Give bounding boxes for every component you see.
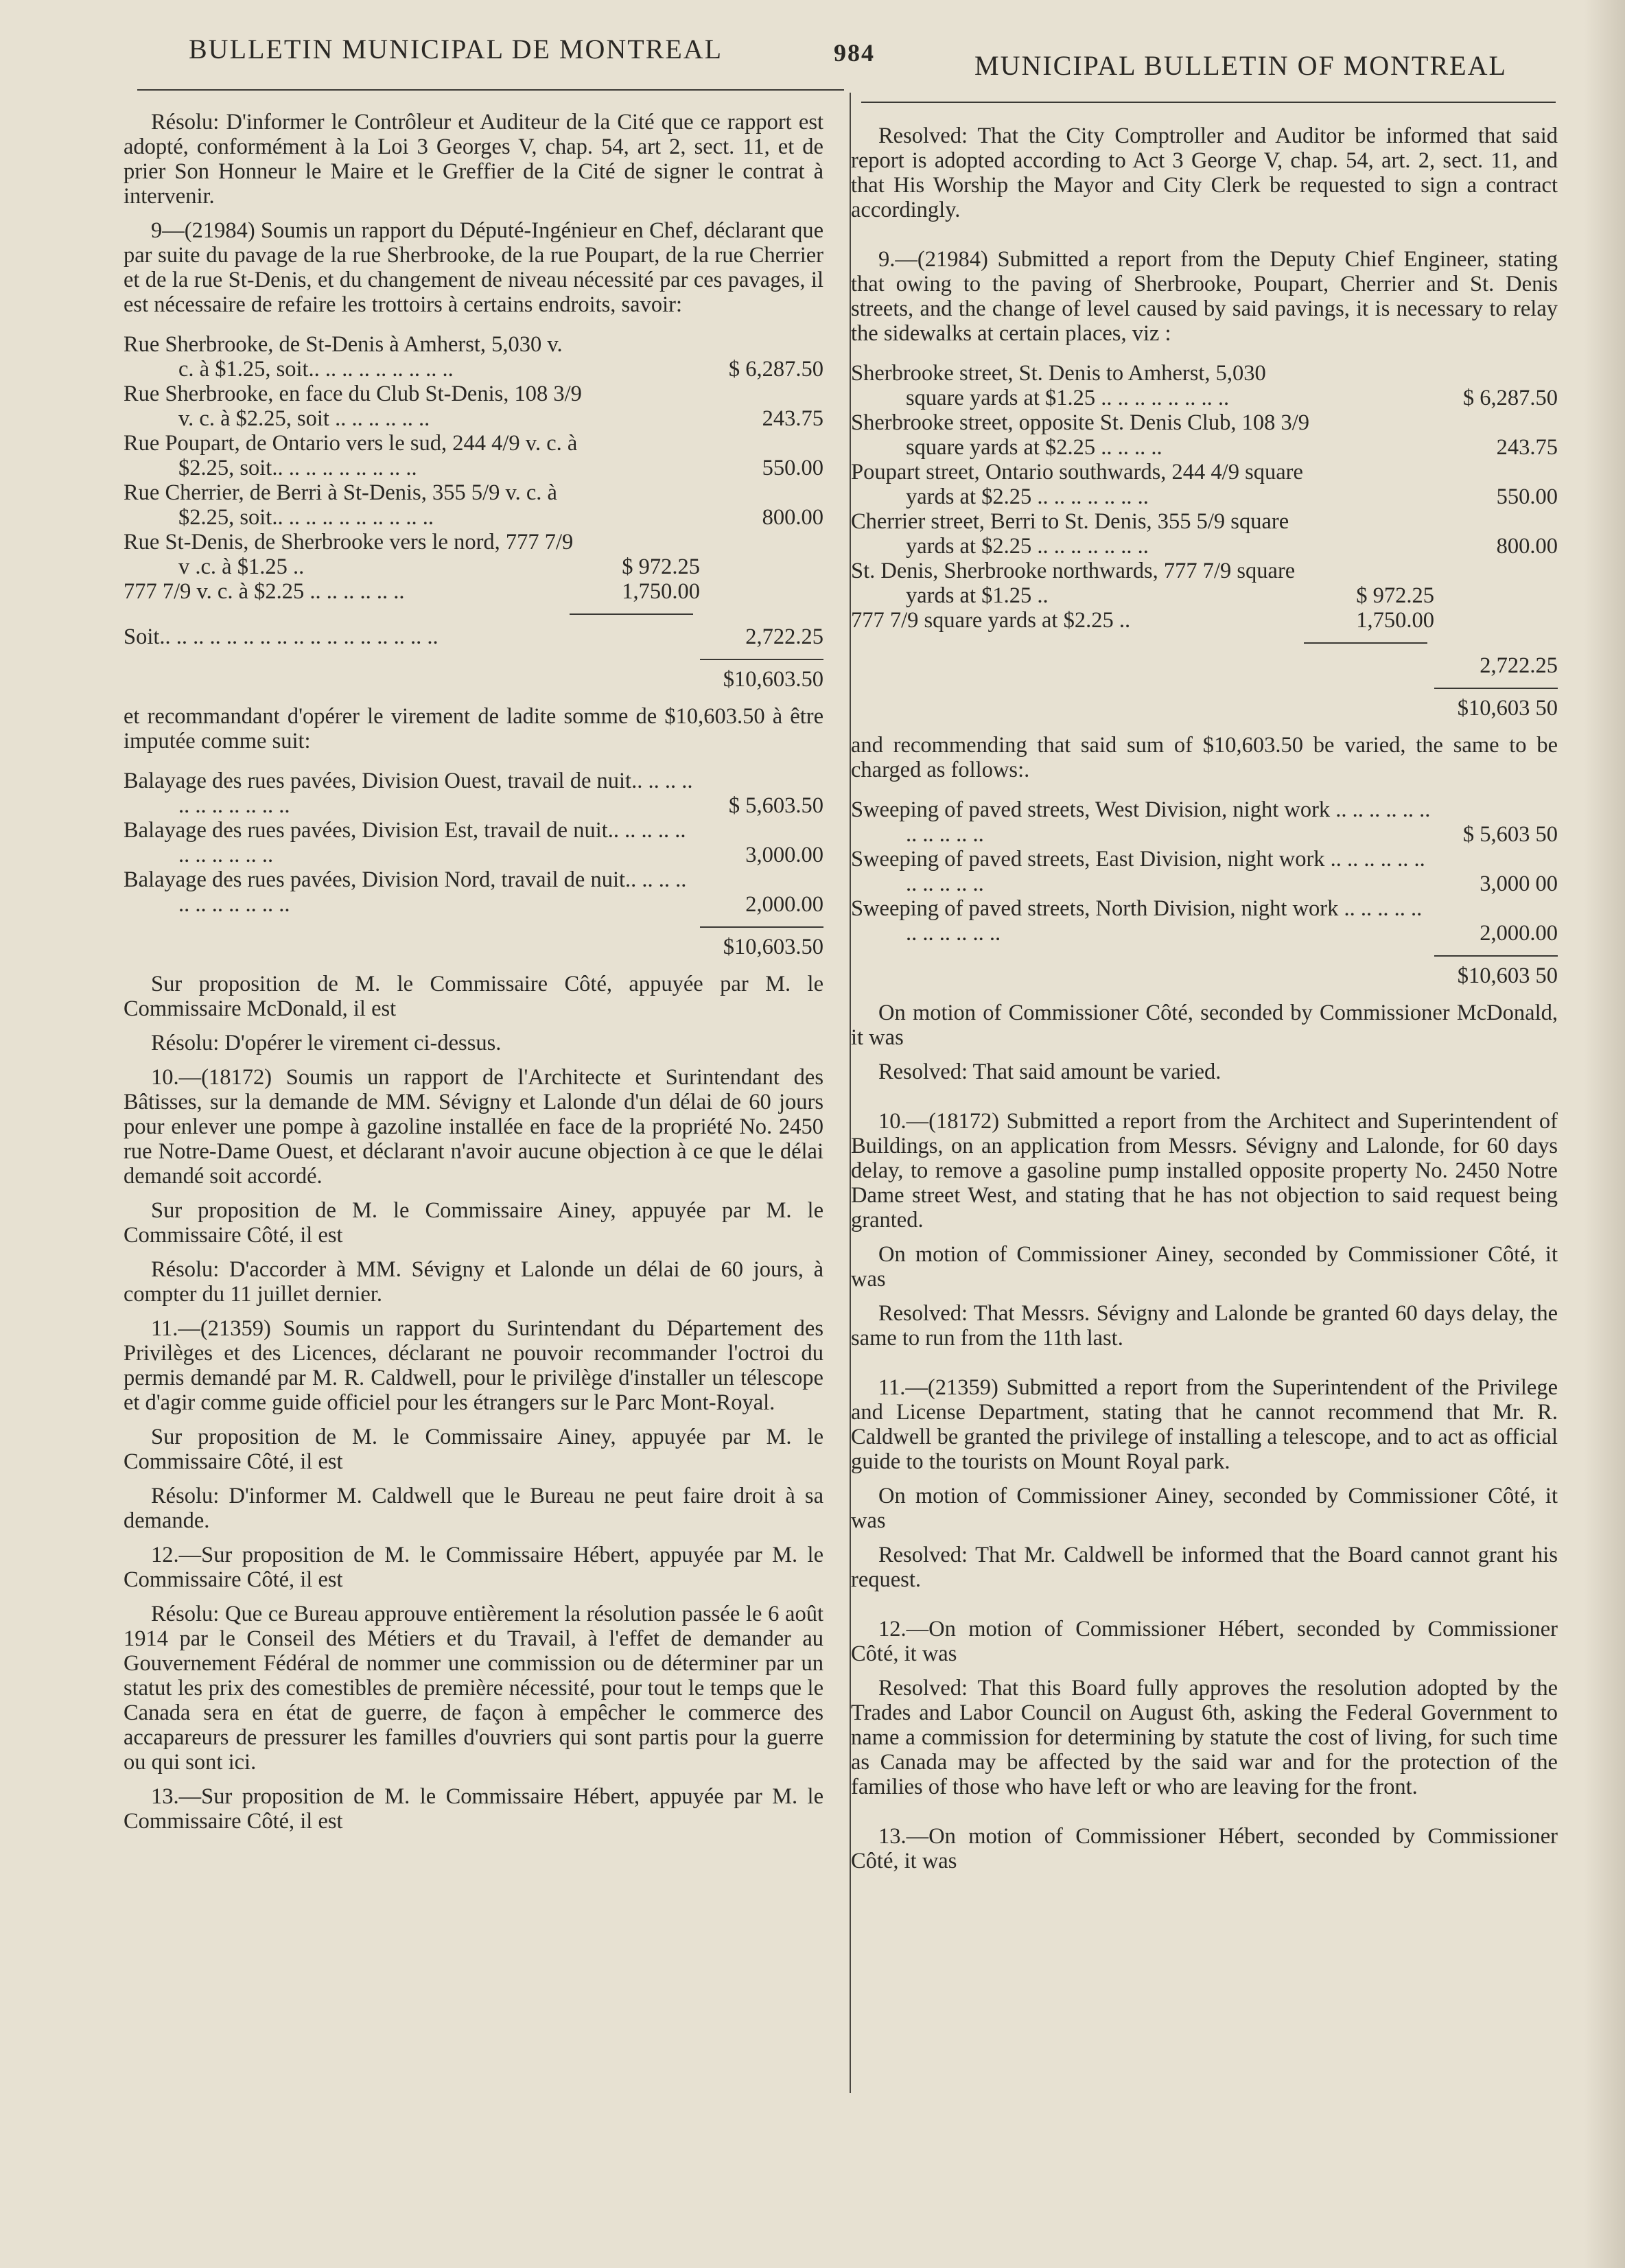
table-row [851, 559, 1558, 608]
page-edge-shadow [1584, 0, 1625, 2268]
row-amount: 550.00 [762, 456, 823, 480]
total-rule [700, 659, 823, 660]
row-amount: 243.75 [762, 406, 823, 431]
paragraph: Resolved: That said amount be varied. [878, 1060, 1221, 1084]
english-column [851, 124, 1558, 1883]
paragraph: Résolu: D'opérer le virement ci-dessus. [151, 1031, 502, 1055]
paragraph: Résolu: D'accorder à MM. Sévigny et Lalonde un délai de 60 jours, à compter du 11 juillet dernier. [124, 1257, 823, 1307]
paragraph: and recommending that said sum of $10,603.50 be varied, the same to be charged as follows:. [851, 733, 1558, 782]
header-english-title: MUNICIPAL BULLETIN OF MONTREAL [974, 50, 1507, 81]
header-rule-right [861, 102, 1556, 103]
row-amount: 2,722.25 [745, 624, 823, 649]
row-amount: 2,000.00 [745, 892, 823, 917]
paragraph: Resolved: That the City Comptroller and Auditor be informed that said report is adopted according to Act 3 George V, chap. 54, art. 2, sect. 11, and that His Worship the Mayor and City Clerk be requested to sign a contract accordingly. [851, 124, 1558, 222]
paragraph: 12.—On motion of Commissioner Hébert, seconded by Commissioner Côté, it was [851, 1617, 1558, 1666]
paragraph: Résolu: D'informer M. Caldwell que le Bureau ne peut faire droit à sa demande. [124, 1484, 823, 1533]
total-rule [700, 926, 823, 928]
paragraph: et recommandant d'opérer le virement de ladite somme de $10,603.50 à être imputée comme suit: [124, 704, 823, 753]
paragraph: Resolved: That this Board fully approves the resolution adopted by the Trades and Labor Council on August 6th, asking the Federal Government to name a commission for determining by statute the cost of living, for such time as Canada may be affected by the said war and for the protection of the families of those who have left or who are leaving for the front. [851, 1676, 1558, 1799]
row-amount: 2,000.00 [1480, 921, 1558, 946]
paragraph: 11.—(21359) Soumis un rapport du Surintendant du Département des Privilèges et des Licences, déclarant ne pouvoir recommander l'octroi du permis demandé par M. R. Caldwell, pour le privilège d'installer un télescope et d'agir comme guide officiel pour les étrangers sur le Parc Mont-Royal. [124, 1316, 823, 1415]
total-rule [1434, 688, 1558, 689]
table-row [851, 608, 1558, 633]
row-sub: 1,750.00 [622, 579, 700, 604]
paragraph: Résolu: Que ce Bureau approuve entièrement la résolution passée le 6 août 1914 par le Conseil des Métiers et du Travail, à l'effet de demander au Gouvernement Fédéral de nommer une commission ou de déterminer par un statut les prix des comestibles de première nécessité, pour tout le temps que le Canada sera en état de guerre, de façon à empêcher le commerce des accapareurs de pressurer les familles d'ouvriers qui sont partis pour la guerre ou qui sont ici. [124, 1602, 823, 1775]
paragraph: 10.—(18172) Soumis un rapport de l'Architecte et Surintendant des Bâtisses, sur la demande de MM. Sévigny et Lalonde d'un délai de 60 jours pour enlever une pompe à gazoline installée en face de la propriété No. 2450 rue Notre-Dame Ouest, et déclarant n'avoir aucune objection à ce que le délai demandé soit accordé. [124, 1065, 823, 1189]
paragraph: Résolu: D'informer le Contrôleur et Auditeur de la Cité que ce rapport est adopté, conformément à la Loi 3 Georges V, chap. 54, art 2, sect. 11, et de prier Son Honneur le Maire et le Greffier de la Cité de signer le contrat à intervenir. [124, 110, 823, 209]
row-amount: 243.75 [1496, 435, 1558, 460]
french-column [124, 110, 823, 1843]
table-row [124, 530, 823, 579]
paragraph: On motion of Commissioner Ainey, seconded by Commissioner Côté, it was [851, 1484, 1558, 1533]
table-row [124, 867, 823, 917]
row-desc: Soit.. .. .. .. .. .. .. .. .. .. .. .. .. .. .. .. .. [124, 624, 439, 649]
row-desc: 777 7/9 square yards at $2.25 .. [851, 608, 1131, 633]
header-rule-left [137, 89, 844, 91]
sidewalk-cost-table [124, 332, 823, 692]
table-row [851, 460, 1558, 509]
table-row [124, 579, 823, 604]
paragraph: On motion of Commissioner Ainey, seconded by Commissioner Côté, it was [851, 1242, 1558, 1291]
table-row [851, 361, 1558, 410]
paragraph: 10.—(18172) Submitted a report from the Architect and Superintendent of Buildings, on an application from Messrs. Sévigny and Lalonde, for 60 days delay, to remove a gasoline pump installed opposite property No. 2450 Notre Dame street West, and stating that he has not objection to said request being granted. [851, 1109, 1558, 1232]
allocation-table [124, 769, 823, 959]
row-desc: Balayage des rues pavées, Division Nord, travail de nuit.. .. .. .. .. .. .. .. .. .. .. [124, 867, 687, 917]
table-row [851, 410, 1558, 460]
paragraph: 9—(21984) Soumis un rapport du Député-Ingénieur en Chef, déclarant que par suite du pavage de la rue Sherbrooke, de la rue Poupart, de la rue Cherrier et de la rue St-Denis, et du changement de niveau nécessité par ces pavages, il est nécessaire de refaire les trottoirs à certains endroits, savoir: [124, 218, 823, 317]
table-row [124, 332, 823, 382]
table-total: $10,603.50 [723, 935, 823, 959]
row-amount: 550.00 [1496, 484, 1558, 509]
row-amount: 800.00 [762, 505, 823, 530]
row-sub: 1,750.00 [1356, 608, 1434, 633]
paragraph: 11.—(21359) Submitted a report from the Superintendent of the Privilege and License Department, stating that he cannot recommend that Mr. R. Caldwell be granted the privilege of installing a telescope, and to act as official guide to the tourists on Mount Royal park. [851, 1375, 1558, 1474]
row-desc: Rue Cherrier, de Berri à St-Denis, 355 5/9 v. c. à $2.25, soit.. .. .. .. .. .. .. .. .. .. [124, 480, 557, 530]
row-amount: $ 6,287.50 [728, 357, 823, 382]
row-desc: 777 7/9 v. c. à $2.25 .. .. .. .. .. .. [124, 579, 405, 604]
row-desc: Sherbrooke street, St. Denis to Amherst, 5,030 square yards at $1.25 .. .. .. .. .. .. .. .. [851, 361, 1266, 410]
table-row [124, 769, 823, 818]
table-row [851, 847, 1558, 896]
row-desc: Balayage des rues pavées, Division Est, travail de nuit.. .. .. .. .. .. .. .. .. .. .. [124, 818, 686, 867]
paragraph: 13.—Sur proposition de M. le Commissaire Hébert, appuyée par M. le Commissaire Côté, il est [124, 1784, 823, 1834]
table-total: $10,603.50 [723, 667, 823, 692]
subtotal: 2,722.25 [1480, 653, 1558, 678]
row-desc: Rue Poupart, de Ontario vers le sud, 244 4/9 v. c. à $2.25, soit.. .. .. .. .. .. .. .. .. [124, 431, 578, 480]
total-rule [1434, 955, 1558, 957]
paragraph: On motion of Commissioner Côté, seconded by Commissioner McDonald, it was [851, 1001, 1558, 1050]
row-amount: 3,000.00 [745, 843, 823, 867]
sidewalk-cost-table [851, 361, 1558, 721]
row-sub: $ 972.25 [622, 554, 700, 579]
row-desc: Sweeping of paved streets, West Division, night work .. .. .. .. .. .. .. .. .. .. .. [851, 797, 1431, 847]
paragraph: Sur proposition de M. le Commissaire Côté, appuyée par M. le Commissaire McDonald, il est [124, 972, 823, 1021]
paragraph: 12.—Sur proposition de M. le Commissaire Hébert, appuyée par M. le Commissaire Côté, il est [124, 1543, 823, 1592]
row-amount: 800.00 [1496, 534, 1558, 559]
row-desc: Sherbrooke street, opposite St. Denis Club, 108 3/9 square yards at $2.25 .. .. .. .. [851, 410, 1309, 460]
page-number: 984 [834, 39, 875, 67]
header-french-title: BULLETIN MUNICIPAL DE MONTREAL [189, 34, 723, 65]
row-desc: St. Denis, Sherbrooke northwards, 777 7/9 square yards at $1.25 .. [851, 559, 1296, 608]
row-desc: Rue St-Denis, de Sherbrooke vers le nord, 777 7/9 v .c. à $1.25 .. [124, 530, 574, 579]
paragraph: 13.—On motion of Commissioner Hébert, seconded by Commissioner Côté, it was [851, 1824, 1558, 1873]
paragraph: Sur proposition de M. le Commissaire Ainey, appuyée par M. le Commissaire Côté, il est [124, 1198, 823, 1248]
allocation-table [851, 797, 1558, 988]
row-amount: $ 5,603.50 [728, 793, 823, 818]
row-amount: 3,000 00 [1480, 872, 1558, 896]
row-desc: Sweeping of paved streets, North Division, night work .. .. .. .. .. .. .. .. .. .. .. [851, 896, 1423, 946]
row-amount: $ 6,287.50 [1462, 386, 1558, 410]
paragraph: Resolved: That Messrs. Sévigny and Lalonde be granted 60 days delay, the same to run from the 11th last. [851, 1301, 1558, 1351]
row-amount: $ 5,603 50 [1462, 822, 1558, 847]
row-sub: $ 972.25 [1356, 583, 1434, 608]
row-desc: Rue Sherbrooke, en face du Club St-Denis, 108 3/9 v. c. à $2.25, soit .. .. .. .. .. .. [124, 382, 582, 431]
row-desc: Cherrier street, Berri to St. Denis, 355 5/9 square yards at $2.25 .. .. .. .. .. .. .. [851, 509, 1289, 559]
row-desc: Poupart street, Ontario southwards, 244 4/9 square yards at $2.25 .. .. .. .. .. .. .. [851, 460, 1303, 509]
paragraph: Sur proposition de M. le Commissaire Ainey, appuyée par M. le Commissaire Côté, il est [124, 1425, 823, 1474]
table-row [851, 509, 1558, 559]
paragraph: 9.—(21984) Submitted a report from the Deputy Chief Engineer, stating that owing to the paving of Sherbrooke, Poupart, Cherrier and St. Denis streets, and the change of level caused by said pavings, it is necessary to relay the sidewalks at certain places, viz : [851, 247, 1558, 346]
table-total: $10,603 50 [1457, 696, 1558, 721]
table-row [851, 896, 1558, 946]
table-row [124, 431, 823, 480]
table-total: $10,603 50 [1457, 963, 1558, 988]
table-row [124, 818, 823, 867]
subtotal-rule [1304, 642, 1427, 644]
subtotal-rule [570, 613, 693, 615]
table-row [124, 624, 823, 649]
table-row [124, 480, 823, 530]
paragraph: Resolved: That Mr. Caldwell be informed that the Board cannot grant his request. [851, 1543, 1558, 1592]
row-desc: Rue Sherbrooke, de St-Denis à Amherst, 5,030 v. c. à $1.25, soit.. .. .. .. .. .. .. .. .. [124, 332, 563, 382]
row-desc: Balayage des rues pavées, Division Ouest, travail de nuit.. .. .. .. .. .. .. .. .. .. .. [124, 769, 693, 818]
row-desc: Sweeping of paved streets, East Division, night work .. .. .. .. .. .. .. .. .. .. .. [851, 847, 1425, 896]
table-row [851, 797, 1558, 847]
table-row [124, 382, 823, 431]
